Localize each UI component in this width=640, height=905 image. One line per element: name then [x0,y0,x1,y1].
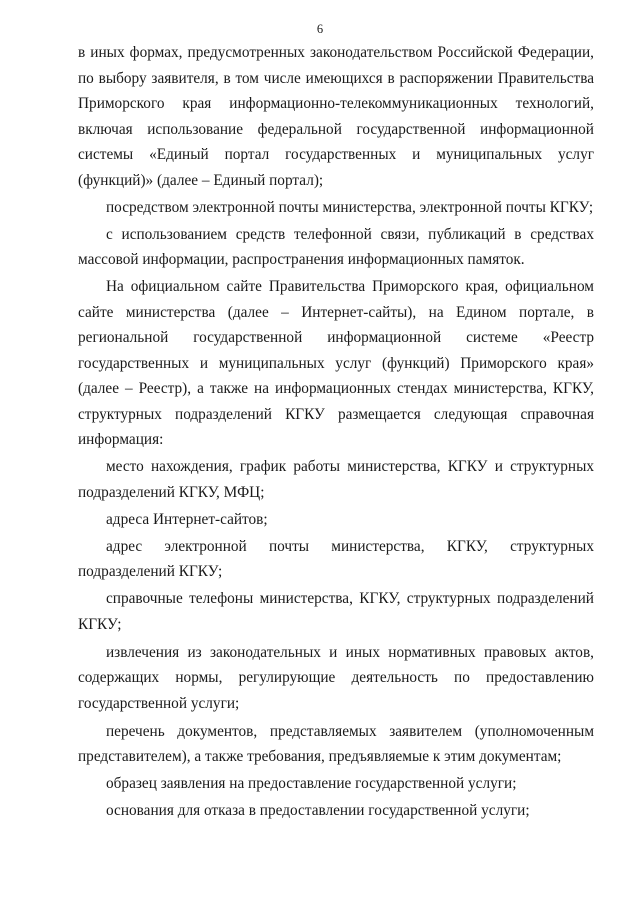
list-item-application-sample: образец заявления на предоставление государственной услуги; [106,775,517,792]
list-item-website-addresses: адреса Интернет-сайтов; [106,510,268,528]
paragraph-delivery-forms: в иных формах, предусмотренных законодательством Российской Федерации, по выбору заявителя, в том числе имеющихся в распоряжении Правительства Приморского края информационно-телекоммуникационных технологий, включая использование федеральной государственной информационной системы «Единый портал государственных и муниципальных услуг (функций)» (далее – Единый портал); [78,44,594,189]
list-item-legal-extracts: извлечения из законодательных и иных нормативных правовых актов, содержащих нормы, регулирующие деятельность по предоставлению государственной услуги; [78,643,594,712]
list-item-email-address: адрес электронной почты министерства, КГКУ, структурных подразделений КГКУ; [78,537,594,580]
document-body [78,40,594,824]
list-item-location-schedule: место нахождения, график работы министерства, КГКУ и структурных подразделений КГКУ, МФЦ; [78,458,594,501]
list-item-phones: справочные телефоны министерства, КГКУ, структурных подразделений КГКУ; [78,590,594,633]
list-item-refusal-grounds: основания для отказа в предоставлении государственной услуги; [106,802,530,819]
paragraph-email: посредством электронной почты министерства, электронной почты КГКУ; [106,198,594,216]
list-item-documents-list: перечень документов, представляемых заявителем (уполномоченным представителем), а также требования, предъявляемые к этим документам; [78,722,594,765]
page-number: 6 [316,22,324,36]
paragraph-reference-info: На официальном сайте Правительства Приморского края, официальном сайте министерства (далее – Интернет-сайты), на Едином портале, в региональной государственной информационной системе «Реестр государственных и муниципальных услуг (функций) Приморского края» (далее – Реестр), а также на информационных стендах министерства, КГКУ, структурных подразделений КГКУ размещается следующая справочная информация: [78,278,594,448]
paragraph-phone-media: с использованием средств телефонной связи, публикаций в средствах массовой информации, распространения информационных памяток. [78,225,594,268]
